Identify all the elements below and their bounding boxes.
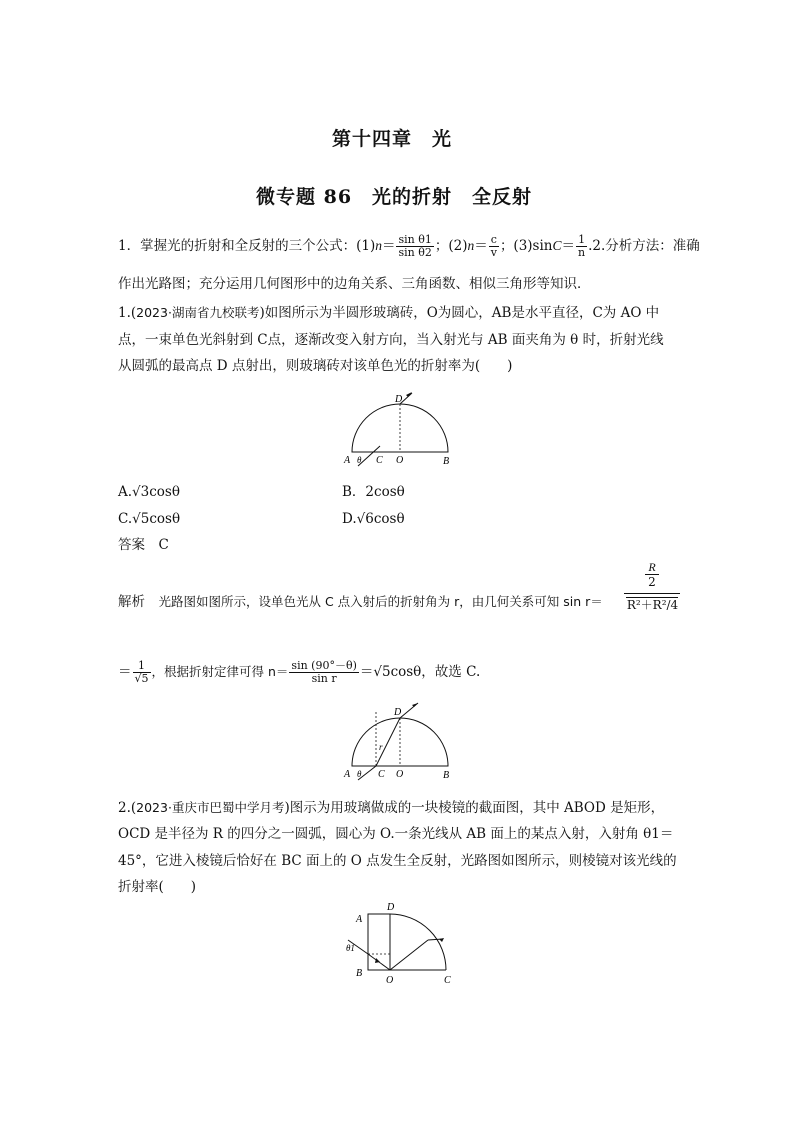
intro-line-1: 1．掌握光的折射和全反射的三个公式：(1)n＝ $\frac{\text{sin θ1}}{\text{sin θ2}}$ ；(2)n＝ $\frac{c}{v}$ ；(3)sinC＝ $\frac{1}{n}$ .2.分析方法：准确 [118, 233, 700, 259]
formula-2: $\frac{c}{v}$ [490, 233, 497, 259]
solution-label: 解析 [118, 594, 145, 610]
fig2-label-B: B [443, 770, 450, 781]
topic-title: 微专题 86 光的折射 全反射 [256, 186, 533, 208]
fig2-label-r: r [379, 742, 383, 752]
fig3-label-D: D [387, 902, 395, 913]
q1-option-c[interactable]: C.√5cosθ [118, 511, 181, 527]
q1-option-b[interactable]: B．2cosθ [342, 484, 405, 500]
formula-1: $\frac{\text{sin θ1}}{\text{sin θ2}}$ [398, 233, 432, 259]
q1-answer: 答案 C [118, 537, 169, 553]
q1-option-a[interactable]: A.√3cosθ [118, 484, 180, 500]
q2-source: 2023·重庆市巴蜀中学月考 [136, 800, 285, 815]
fig1-label-C: C [376, 455, 383, 466]
fig1-label-theta: θ [357, 455, 362, 465]
fig2-label-A: A [344, 769, 351, 780]
q2-line-3: 45°，它进入棱镜后恰好在 BC 面上的 O 点发生全反射，光路图如图所示，则棱镜对该光线的 [118, 853, 677, 869]
fig1-label-A: A [344, 455, 351, 466]
q1-option-d[interactable]: D.√6cosθ [342, 511, 405, 527]
fig3-label-O: O [386, 975, 394, 986]
intro-lead: 1．掌握光的折射和全反射的三个公式：(1) [118, 238, 376, 254]
chapter-title: 第十四章 光 [332, 128, 453, 150]
q1-source: 2023·湖南省九校联考 [136, 305, 260, 320]
formula-3: $\frac{1}{n}$ [578, 233, 586, 259]
q2-line-2: OCD 是半径为 R 的四分之一圆弧，圆心为 O.一条光线从 AB 面上的某点入射，入射角 θ1＝ [118, 826, 674, 842]
fig3-label-A: A [356, 914, 363, 925]
fig2-label-D: D [394, 707, 402, 718]
fig1-label-B: B [443, 456, 450, 467]
fig3-label-B: B [356, 968, 363, 979]
q1-solution-fraction: R 2 R²＋R²/4 [624, 560, 680, 612]
q1-line-3: 从圆弧的最高点 D 点射出，则玻璃砖对该单色光的折射率为( ) [118, 358, 513, 374]
q1-figure [336, 388, 466, 468]
q1-solution-line-2: ＝ $\frac{1}{√5}$ ，根据折射定律可得 n＝ $\frac{\sin (90^\circ-\theta)}{\text{sin r}}$ ＝√5cosθ，故选 C. [118, 659, 481, 685]
q2-line-4: 折射率( ) [118, 879, 197, 895]
q1-line-1: 1.(2023·湖南省九校联考)如图所示为半圆形玻璃砖，O为圆心，AB是水平直径，C为 AO 中 [118, 305, 660, 321]
q1-solution-line-1: 解析 光路图如图所示，设单色光从 C 点入射后的折射角为 r，由几何关系可知 sin r＝ [118, 594, 603, 610]
q1-solution-figure [336, 700, 466, 782]
fig2-label-O: O [396, 769, 404, 780]
fig2-label-C: C [378, 769, 385, 780]
fig2-label-theta: θ [357, 769, 362, 779]
intro-line-2: 作出光路图；充分运用几何图形中的边角关系、三角函数、相似三角形等知识． [118, 276, 591, 292]
fig1-label-O: O [396, 455, 404, 466]
fig3-label-C: C [444, 975, 451, 986]
fig1-label-D: D [395, 394, 403, 405]
q1-line-2: 点，一束单色光斜射到 C点，逐渐改变入射方向，当入射光与 AB 面夹角为 θ 时，折射光线 [118, 332, 664, 348]
q2-line-1: 2.(2023·重庆市巴蜀中学月考)图示为用玻璃做成的一块棱镜的截面图，其中 ABOD 是矩形， [118, 800, 665, 816]
q2-figure [338, 900, 468, 990]
fig3-label-theta1: θ1 [346, 943, 355, 953]
